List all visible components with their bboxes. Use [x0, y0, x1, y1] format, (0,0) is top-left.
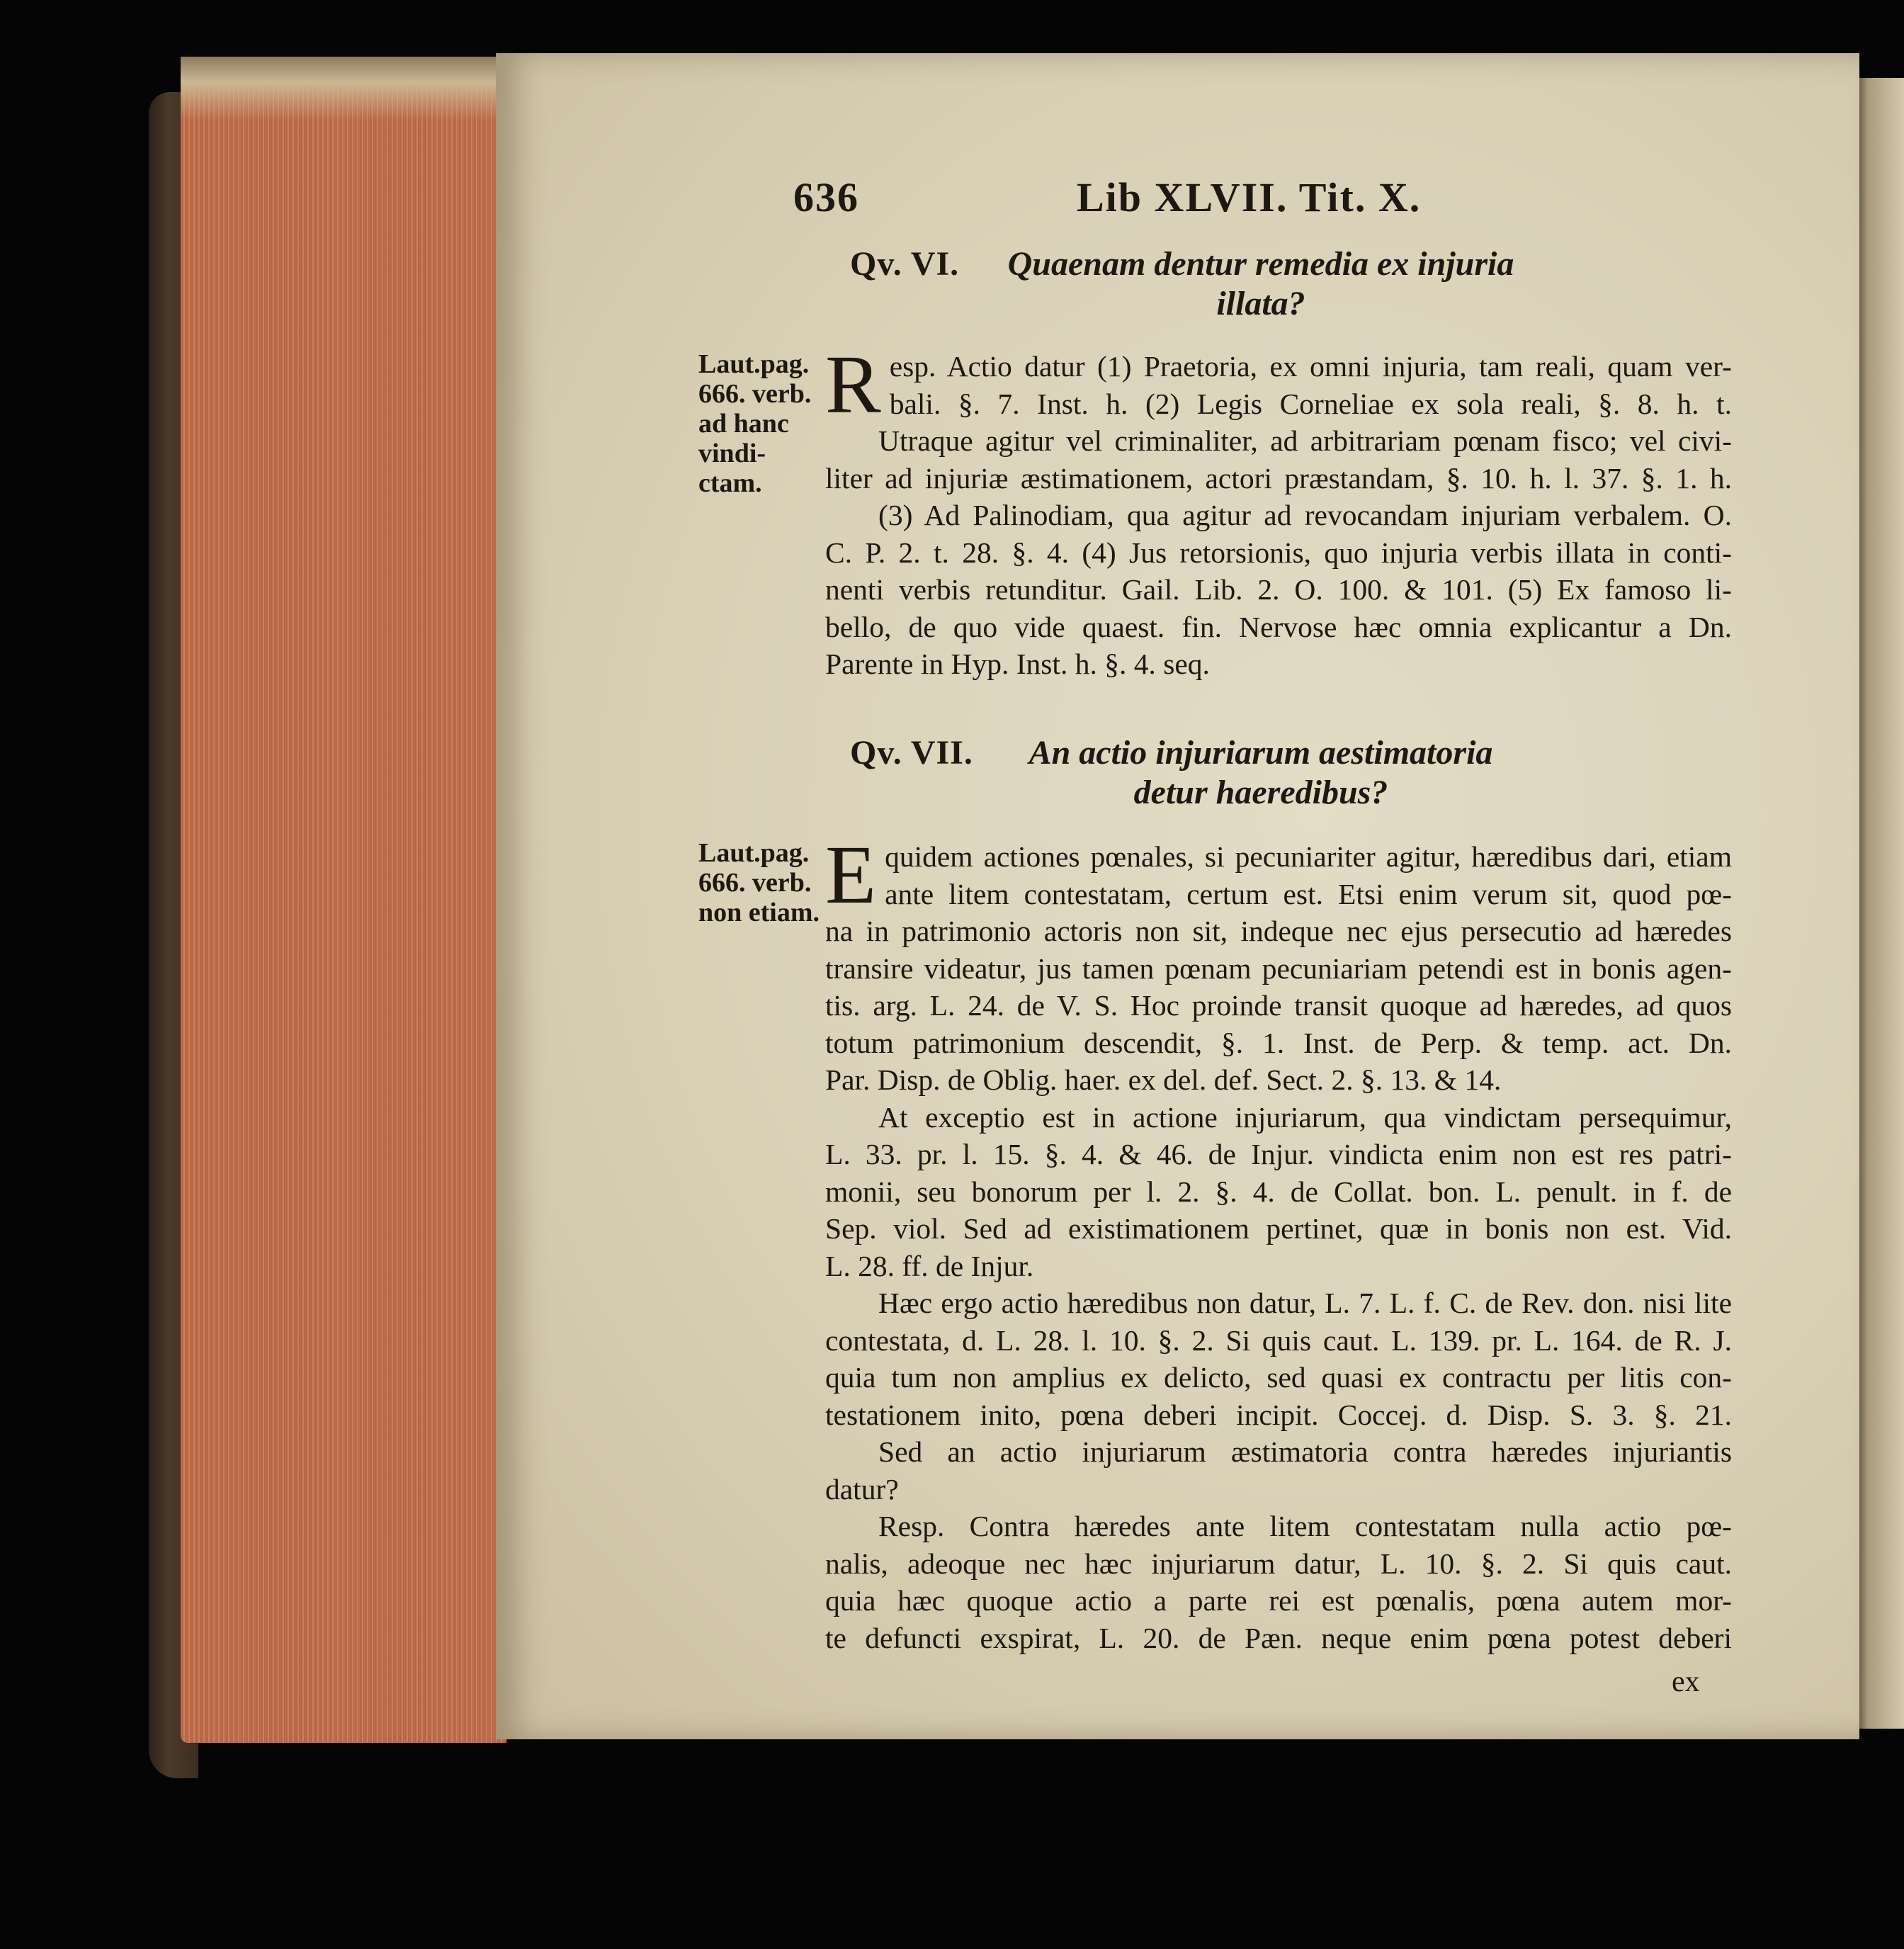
text-line: Parente in Hyp. Inst. h. §. 4. seq. — [825, 648, 1210, 680]
drop-cap: R — [825, 338, 881, 431]
margin-note-line: 666. verb. — [698, 868, 812, 898]
text-line: Par. Disp. de Oblig. haer. ex del. def. Sect. 2. §. 13. & 14. — [825, 1063, 1502, 1096]
question-7-number: Qv. VII. — [850, 734, 973, 772]
catchword: ex — [1672, 1666, 1700, 1698]
margin-note-line: Laut.pag. — [698, 838, 810, 868]
margin-note-line: 666. verb. — [698, 379, 812, 409]
facing-page-edge — [1852, 78, 1904, 1729]
text-line: (3) Ad Palinodiam, qua agitur ad revocandam injuriam verbalem. O. — [878, 499, 1732, 531]
text-line: te defuncti exspirat, L. 20. de Pæn. neque enim pœna potest deberi — [825, 1621, 1732, 1654]
answer-q7 — [825, 828, 1732, 1656]
text-line: nenti verbis retunditur. Gail. Lib. 2. O. 100. & 101. (5) Ex famoso li- — [825, 573, 1732, 606]
text-line: transire videatur, jus tamen pœnam pecuniariam petendi est in bonis agen- — [825, 951, 1732, 985]
text-line: Utraque agitur vel criminaliter, ad arbitrariam pœnam fisco; vel civi- — [878, 424, 1732, 457]
text-line: C. P. 2. t. 28. §. 4. (4) Jus retorsionis, quo injuria verbis illata in conti- — [825, 536, 1732, 569]
text-line: esp. Actio datur (1) Praetoria, ex omni injuria, tam reali, quam ver- — [889, 350, 1732, 383]
page-header — [496, 174, 1859, 230]
text-line: totum patrimonium descendit, §. 1. Inst. de Perp. & temp. act. Dn. — [825, 1026, 1732, 1059]
text-line: na in patrimonio actoris non sit, indeque nec ejus persecutio ad hæredes — [825, 915, 1732, 947]
text-line: Sed an actio injuriarum æstimatoria contra hæredes injuriantis — [878, 1435, 1732, 1468]
margin-note-line: ctam. — [698, 468, 762, 498]
question-6-title: Quaenam dentur remedia ex injuria illata? — [1007, 245, 1514, 322]
text-line: contestata, d. L. 28. l. 10. §. 2. Si quis caut. L. 139. pr. L. 164. de R. J. — [825, 1323, 1732, 1357]
text-line: Resp. Contra hæredes ante litem contestatam nulla actio pœ- — [878, 1510, 1732, 1542]
book-page — [496, 53, 1859, 1739]
text-line: quia hæc quoque actio a parte rei est pœnalis, pœna autem mor- — [825, 1584, 1732, 1617]
text-line: bali. §. 7. Inst. h. (2) Legis Corneliae ex sola reali, §. 8. h. t. — [889, 387, 1732, 420]
text-line: nalis, adeoque nec hæc injuriarum datur, L. 10. §. 2. Si quis caut. — [825, 1547, 1732, 1580]
text-line: bello, de quo vide quaest. fin. Nervose hæc omnia explicantur a Dn. — [825, 610, 1732, 643]
margin-note-line: ad hanc — [698, 409, 789, 439]
drop-cap: E — [825, 828, 877, 921]
text-line: Hæc ergo actio hæredibus non datur, L. 7. L. f. C. de Rev. don. nisi lite — [878, 1287, 1732, 1319]
page-block-edges — [181, 57, 506, 1743]
text-line: L. 33. pr. l. 15. §. 4. & 46. de Injur. vindicta enim non est res patri- — [825, 1138, 1732, 1170]
text-line: liter ad injuriæ æstimationem, actori præstandam, §. 10. h. l. 37. §. 1. h. — [825, 461, 1732, 495]
text-line: quia tum non amplius ex delicto, sed quasi ex contractu per litis con- — [825, 1361, 1732, 1394]
margin-note-line: non etiam. — [698, 898, 820, 927]
text-line: testationem inito, pœna deberi incipit. Coccej. d. Disp. S. 3. §. 21. — [825, 1398, 1732, 1431]
margin-note-line: Laut.pag. — [698, 349, 810, 379]
running-title: Lib XLVII. Tit. X. — [1077, 174, 1422, 220]
margin-note-line: vindi- — [698, 439, 766, 468]
question-6-number: Qv. VI. — [850, 245, 960, 283]
text-line: tis. arg. L. 24. de V. S. Hoc proinde transit quoque ad hæredes, ad quos — [825, 989, 1732, 1022]
answer-q6 — [825, 338, 1732, 683]
question-7-title: An actio injuriarum aestimatoria detur haeredibus? — [1028, 734, 1493, 811]
text-line: L. 28. ff. de Injur. — [825, 1249, 1034, 1282]
text-line: Sep. viol. Sed ad existimationem pertinet, quæ in bonis non est. Vid. — [825, 1212, 1732, 1245]
text-line: quidem actiones pœnales, si pecuniariter agitur, hæredibus dari, etiam — [885, 840, 1732, 873]
text-line: ante litem contestatam, certum est. Etsi enim verum sit, quod pœ- — [885, 877, 1732, 910]
text-line: At exceptio est in actione injuriarum, qua vindictam persequimur, — [878, 1100, 1732, 1134]
page-number: 636 — [793, 174, 859, 220]
text-line: datur? — [825, 1472, 899, 1505]
text-line: monii, seu bonorum per l. 2. §. 4. de Collat. bon. L. penult. in f. de — [825, 1175, 1732, 1208]
